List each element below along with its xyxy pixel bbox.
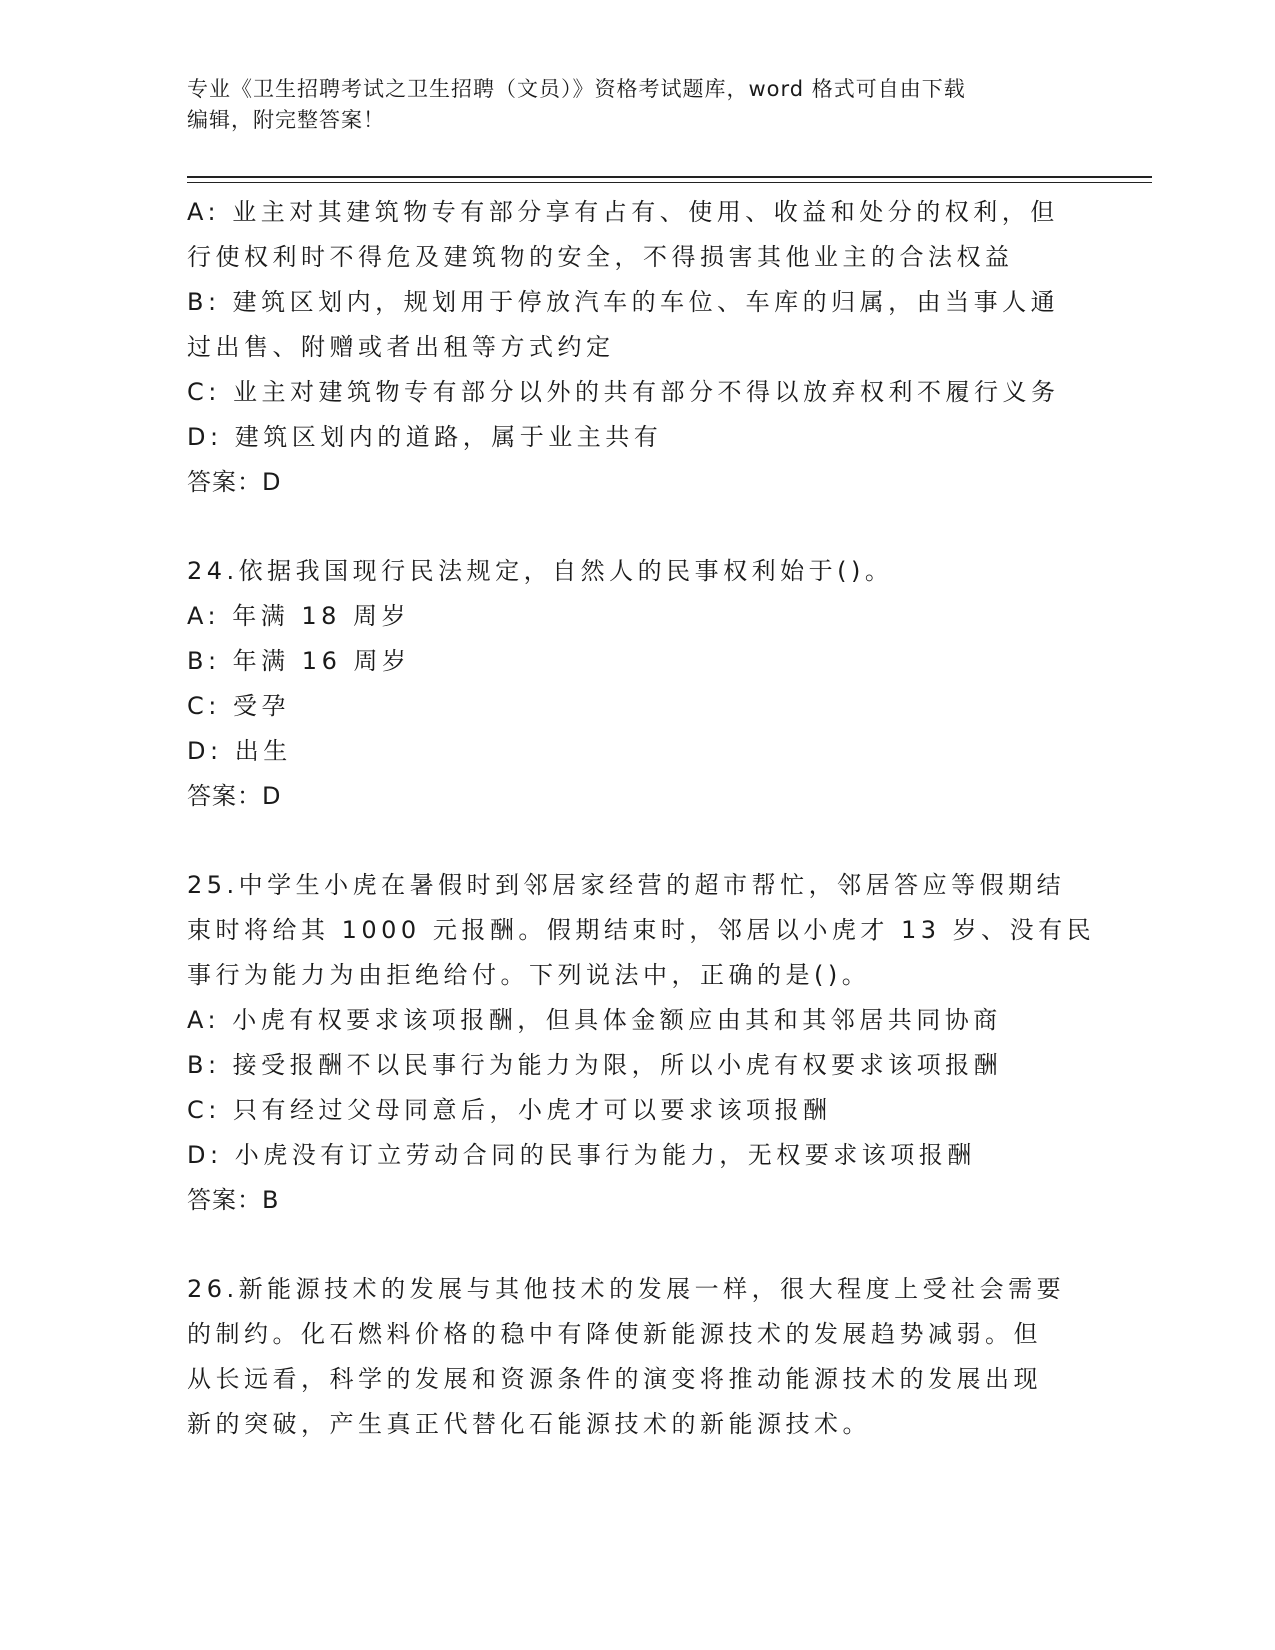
question-stem-line-3: 事行为能力为由拒绝给付。下列说法中，正确的是()。 — [187, 961, 871, 989]
option-b: B: 接受报酬不以民事行为能力为限，所以小虎有权要求该项报酬 — [187, 1051, 1003, 1079]
option-c: C: 只有经过父母同意后，小虎才可以要求该项报酬 — [187, 1096, 832, 1124]
document-body — [187, 190, 1096, 1447]
question-stem: 24.依据我国现行民法规定，自然人的民事权利始于()。 — [187, 557, 894, 585]
header-line-1: 专业《卫生招聘考试之卫生招聘（文员）》资格考试题库，word 格式可自由下载 — [187, 77, 966, 101]
answer-line: 答案：B — [187, 1186, 280, 1214]
option-b-line-2: 过出售、附赠或者出租等方式约定 — [187, 333, 615, 361]
header-divider-thick — [187, 176, 1152, 178]
document-header — [187, 74, 1087, 136]
option-a-line-1: A: 业主对其建筑物专有部分享有占有、使用、收益和处分的权利，但 — [187, 198, 1059, 226]
option-d: D: 建筑区划内的道路，属于业主共有 — [187, 423, 663, 451]
question-stem-line-1: 26.新能源技术的发展与其他技术的发展一样，很大程度上受社会需要 — [187, 1275, 1066, 1303]
question-stem-line-1: 25.中学生小虎在暑假时到邻居家经营的超市帮忙，邻居答应等假期结 — [187, 871, 1066, 899]
question-stem-line-2: 的制约。化石燃料价格的稳中有降使新能源技术的发展趋势减弱。但 — [187, 1320, 1042, 1348]
spacer — [187, 819, 1087, 863]
option-a-line-2: 行使权利时不得危及建筑物的安全，不得损害其他业主的合法权益 — [187, 243, 1014, 271]
option-c: C: 业主对建筑物专有部分以外的共有部分不得以放弃权利不履行义务 — [187, 378, 1060, 406]
question-stem-line-2: 束时将给其 1000 元报酬。假期结束时，邻居以小虎才 13 岁、没有民 — [187, 916, 1096, 944]
option-a: A: 年满 18 周岁 — [187, 602, 411, 630]
question-23-continued — [187, 190, 1087, 505]
option-d: D: 出生 — [187, 737, 292, 765]
header-divider-thin — [187, 182, 1152, 183]
question-stem-line-3: 从长远看，科学的发展和资源条件的演变将推动能源技术的发展出现 — [187, 1365, 1042, 1393]
option-d: D: 小虎没有订立劳动合同的民事行为能力，无权要求该项报酬 — [187, 1141, 976, 1169]
question-stem-line-4: 新的突破，产生真正代替化石能源技术的新能源技术。 — [187, 1410, 871, 1438]
spacer — [187, 505, 1087, 549]
answer-line: 答案：D — [187, 468, 282, 496]
question-25 — [187, 863, 1096, 1223]
answer-line: 答案：D — [187, 782, 282, 810]
spacer — [187, 1223, 1087, 1267]
question-26 — [187, 1267, 1087, 1447]
question-24 — [187, 549, 1087, 819]
option-c: C: 受孕 — [187, 692, 290, 720]
option-b: B: 年满 16 周岁 — [187, 647, 411, 675]
option-b-line-1: B: 建筑区划内，规划用于停放汽车的车位、车库的归属，由当事人通 — [187, 288, 1060, 316]
option-a: A: 小虎有权要求该项报酬，但具体金额应由其和其邻居共同协商 — [187, 1006, 1002, 1034]
header-line-2: 编辑，附完整答案！ — [187, 108, 385, 132]
